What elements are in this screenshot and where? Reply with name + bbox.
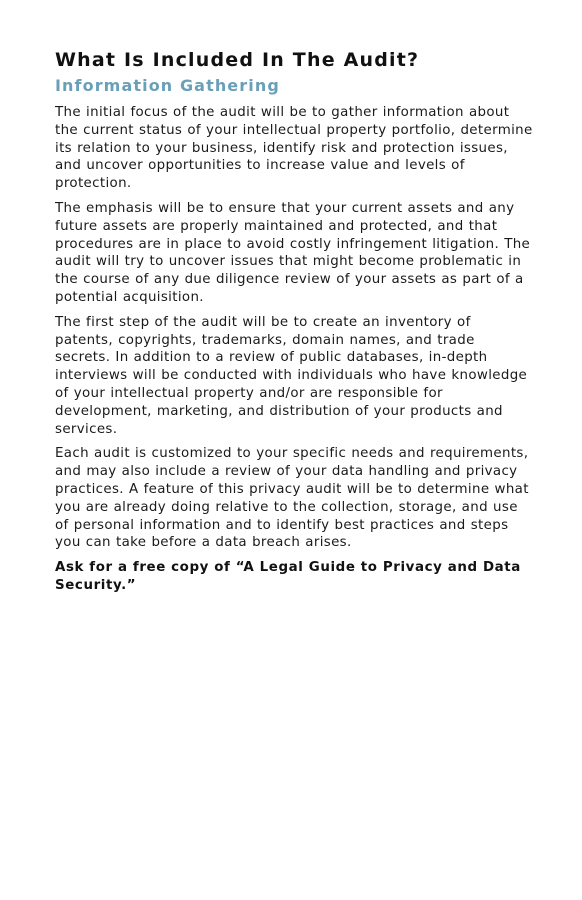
page-title: What Is Included In The Audit?	[55, 49, 420, 71]
paragraph-inventory: The first step of the audit will be to create an inventory of patents, copyrights, trademarks, domain names, and trade secrets. In addition to a review of public databases, in-depth interviews will be conducted with individuals who have knowledge of your intellectual property and/or are responsible for development, marketing, and distribution of your products and services.	[55, 314, 528, 437]
paragraph-information-gathering: The initial focus of the audit will be to gather information about the current status of your intellectual property portfolio, determine its relation to your business, identify risk and protection issues, and uncover opportunities to increase value and levels of protection.	[55, 105, 533, 192]
paragraph-privacy-audit: Each audit is customized to your specific needs and requirements, and may also include a review of your data handling and privacy practices. A feature of this privacy audit will be to determine what you are already doing relative to the collection, storage, and use of personal information and to identify best practices and steps you can take before a data breach arises.	[55, 446, 529, 551]
paragraph-emphasis: The emphasis will be to ensure that your current assets and any future assets are properly maintained and protected, and that procedures are in place to avoid costly infringement litigation. The audit will try to uncover issues that might become problematic in the course of any due diligence review of your assets as part of a potential acquisition.	[55, 200, 531, 305]
call-to-action: Ask for a free copy of “A Legal Guide to Privacy and Data Security.”	[55, 560, 521, 593]
section-subtitle: Information Gathering	[55, 76, 280, 95]
document-page	[55, 47, 533, 595]
